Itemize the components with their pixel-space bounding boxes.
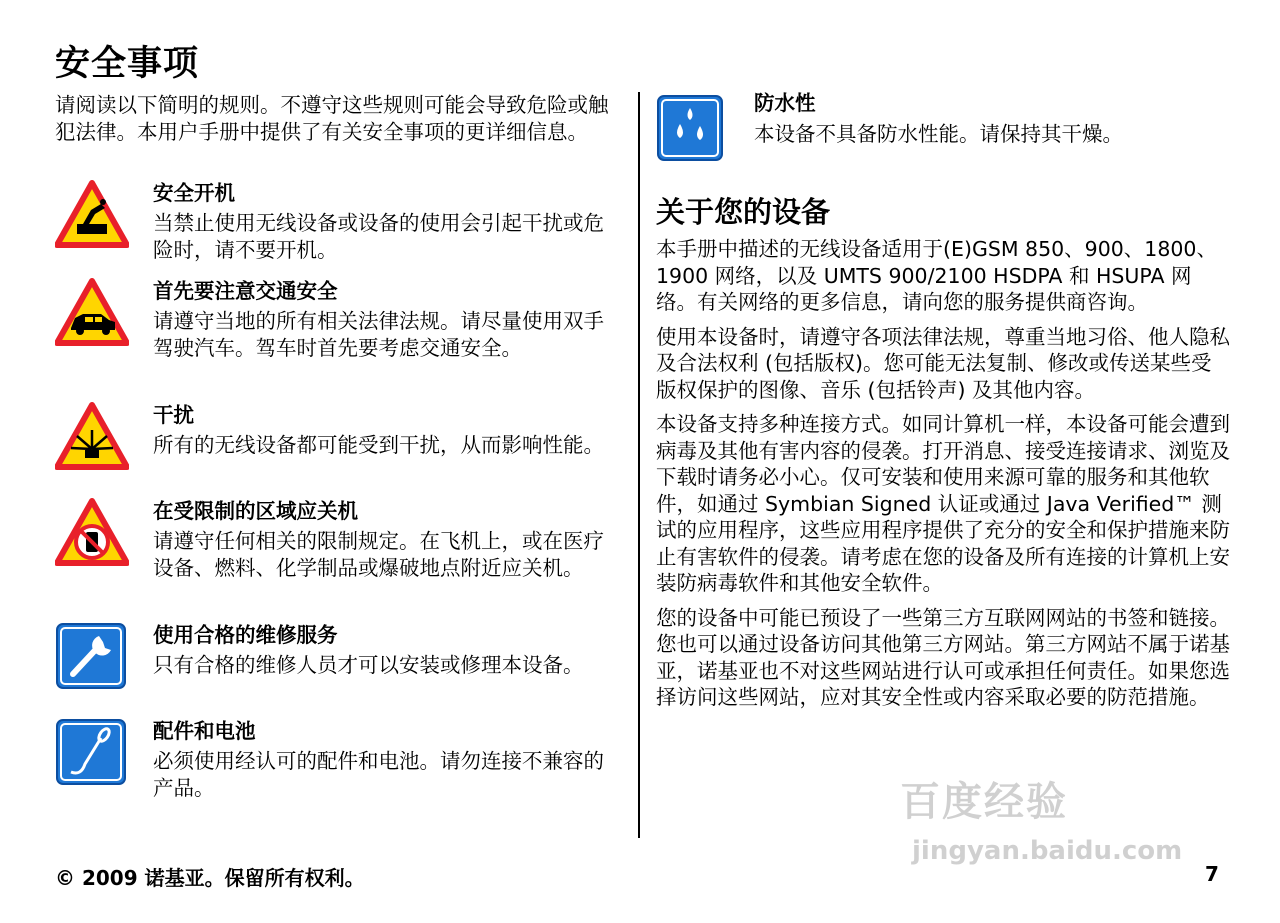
about-paragraph: 使用本设备时，请遵守各项法律法规，尊重当地习俗、他人隐私及合法权利 (包括版权)。您可能无法复制、修改或传送某些受版权保护的图像、音乐 (包括铃声) 及其他内容。	[656, 324, 1230, 402]
switch-on-safely-icon	[55, 180, 129, 248]
item-body: 请遵守当地的所有相关法律法规。请尽量使用双手驾驶汽车。驾车时首先要考虑交通安全。	[153, 309, 604, 360]
left-column	[55, 92, 620, 800]
item-heading: 干扰	[153, 403, 194, 427]
item-heading: 使用合格的维修服务	[153, 623, 338, 647]
item-body: 必须使用经认可的配件和电池。请勿连接不兼容的产品。	[153, 749, 604, 800]
page-number: 7	[1205, 862, 1219, 886]
item-body: 请遵守任何相关的限制规定。在飞机上，或在医疗设备、燃料、化学制品或爆破地点附近应关机。	[153, 529, 604, 580]
item-body: 所有的无线设备都可能受到干扰，从而影响性能。	[153, 433, 604, 457]
item-heading: 首先要注意交通安全	[153, 279, 338, 303]
item-body: 当禁止使用无线设备或设备的使用会引起干扰或危险时，请不要开机。	[153, 211, 604, 262]
item-body: 只有合格的维修人员才可以安装或修理本设备。	[153, 653, 584, 677]
copyright-footer: © 2009 诺基亚。保留所有权利。	[55, 866, 365, 890]
about-paragraph: 本手册中描述的无线设备适用于(E)GSM 850、900、1800、1900 网络，以及 UMTS 900/2100 HSDPA 和 HSUPA 网络。有关网络的更多信息，请向您的服务提供商咨询。	[656, 237, 1217, 314]
intro-text: 请阅读以下简明的规则。不遵守这些规则可能会导致危险或触犯法律。本用户手册中提供了有关安全事项的更详细信息。	[55, 93, 609, 144]
page-title: 安全事项	[55, 44, 200, 84]
water-body: 本设备不具备防水性能。请保持其干燥。	[754, 122, 1123, 146]
watermark-logo: 百度经验	[900, 779, 1068, 825]
battery-cable-icon	[55, 718, 129, 786]
column-divider	[638, 92, 640, 838]
water-drops-icon	[656, 94, 724, 162]
about-heading: 关于您的设备	[656, 195, 831, 229]
switch-off-restricted-icon	[55, 498, 129, 566]
item-heading: 配件和电池	[153, 719, 256, 743]
road-safety-car-icon	[55, 278, 129, 346]
watermark-url: jingyan.baidu.com	[912, 836, 1183, 866]
item-heading: 在受限制的区域应关机	[153, 499, 358, 523]
item-heading: 安全开机	[153, 181, 235, 205]
wrench-service-icon	[55, 622, 129, 690]
about-paragraph: 您的设备中可能已预设了一些第三方互联网网站的书签和链接。您也可以通过设备访问其他第三方网站。第三方网站不属于诺基亚，诺基亚也不对这些网站进行认可或承担任何责任。如果您选择访问这些网站，应对其安全性或内容采取必要的防范措施。	[656, 605, 1230, 709]
about-paragraph: 本设备支持多种连接方式。如同计算机一样，本设备可能会遭到病毒及其他有害内容的侵袭。打开消息、接受连接请求、浏览及下载时请务必小心。仅可安装和使用来源可靠的服务和其他软件，如通过 Symbian Signed 认证或通过 Java Verified™ 测试的应用程序，这些应用程序提供了充分的安全和保护措施来防止有害软件的侵袭。请考虑在您的设备及所有连接的计算机上安装防病毒软件和其他安全软件。	[656, 412, 1230, 595]
water-resistance-section	[656, 90, 1231, 186]
right-column	[656, 90, 1231, 719]
interference-icon	[55, 402, 129, 470]
water-heading: 防水性	[754, 91, 816, 115]
